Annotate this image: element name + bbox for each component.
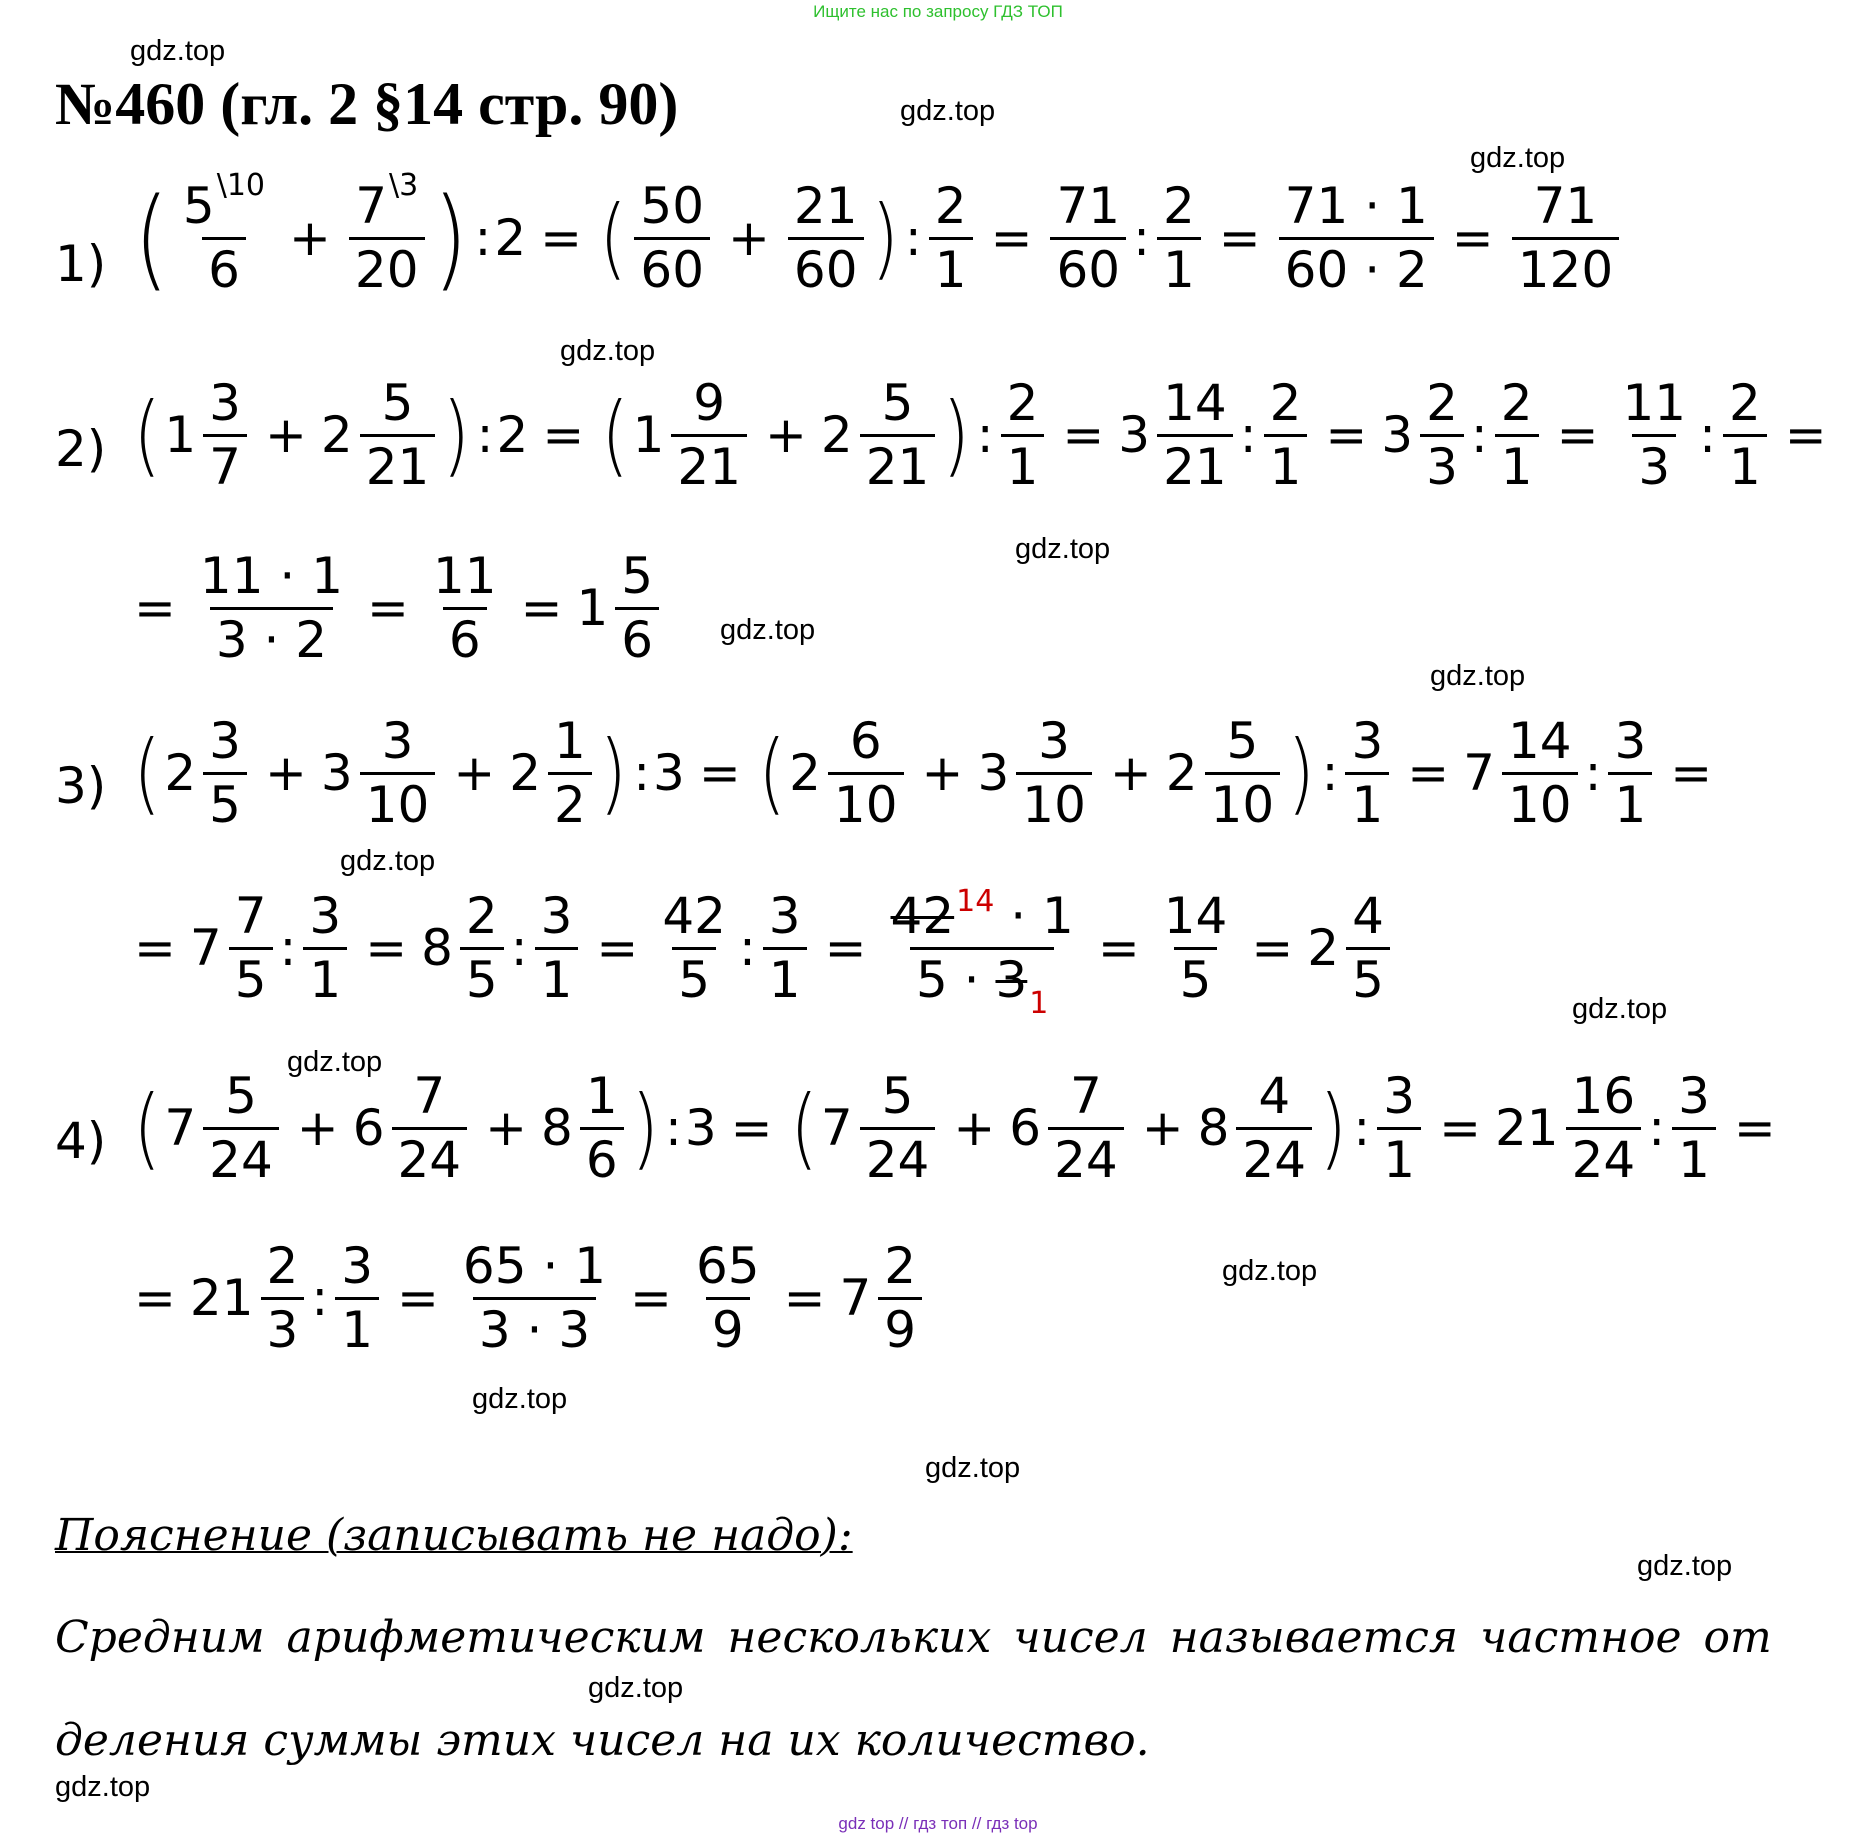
problem-label: 1) — [55, 235, 107, 293]
equation-1: ( $\frac{5^{\backslash 10}}{6}$ + $\frac{7^{\backslash 3}}{20}$ ) : 2 = ( $\frac{50}{60}$ + $\frac{21}{60}$ ) : $\frac{2}{1}$ = $\frac{71}{60}$ : $\frac{2}{1}$ = $\frac{71 \cdot 1}{60 \cdot 2}$ = $\frac{71}{120}$ — [130, 180, 1623, 296]
watermark: gdz.top — [1572, 993, 1668, 1025]
watermark: gdz.top — [588, 1672, 684, 1704]
watermark: gdz.top — [1222, 1255, 1318, 1287]
page-title: №460 (гл. 2 §14 стр. 90) — [55, 71, 679, 137]
watermark: gdz.top — [55, 1771, 151, 1803]
equation-4: ( 7 $\frac{5}{24}$ + 6 $\frac{7}{24}$ + 8 $\frac{1}{6}$ ) : 3 = ( 7 $\frac{5}{24}$ + 6 $\frac{7}{24}$ + 8 $\frac{4}{24}$ ) : $\frac{3}{1}$ = 21 $\frac{16}{24}$ : $\frac{3}{1}$ = — [133, 1067, 1776, 1189]
cancel-denominator: 1 — [1029, 985, 1049, 1021]
scale-mark: \3 — [389, 168, 419, 203]
problem-label: 2) — [55, 420, 107, 478]
watermark: gdz.top — [900, 95, 996, 127]
watermark: gdz.top — [1015, 533, 1111, 565]
equation-3-cont: = 7 $\frac{7}{5}$ : $\frac{3}{1}$ = 8 $\frac{2}{5}$ : $\frac{3}{1}$ = $\frac{42}{5}$ : $\frac{3}{1}$ = $\frac{42^{14} \cdot 1}{5 \cdot 3_1}$ = $\frac{14}{5}$ = 2 $\frac{4}{5}$ — [120, 890, 1394, 1006]
watermark: gdz.top — [1470, 142, 1566, 174]
equation-2: ( 1 $\frac{3}{7}$ + 2 $\frac{5}{21}$ ) : 2 = ( 1 $\frac{9}{21}$ + 2 $\frac{5}{21}$ ) : $\frac{2}{1}$ = 3 $\frac{14}{21}$ : $\frac{2}{1}$ = 3 $\frac{2}{3}$ : $\frac{2}{1}$ = $\frac{11}{3}$ : $\frac{2}{1}$ = — [133, 374, 1827, 496]
watermark: gdz.top — [925, 1452, 1021, 1484]
equation-4-cont: = 21 $\frac{2}{3}$ : $\frac{3}{1}$ = $\frac{65 \cdot 1}{3 \cdot 3}$ = $\frac{65}{9}$ = 7 $\frac{2}{9}$ — [120, 1240, 926, 1356]
footer-links[interactable]: gdz top // гдз топ // гдз top — [838, 1814, 1038, 1833]
problem-label: 3) — [55, 757, 107, 815]
watermark: gdz.top — [1430, 660, 1526, 692]
explanation-line: деления суммы этих чисел на их количество. — [55, 1715, 1150, 1766]
watermark: gdz.top — [472, 1383, 568, 1415]
watermark: gdz.top — [720, 614, 816, 646]
watermark: gdz.top — [287, 1046, 383, 1078]
problem-label: 4) — [55, 1112, 107, 1170]
top-search-link[interactable]: Ищите нас по запросу ГДЗ ТОП — [813, 2, 1063, 21]
cancel-numerator: 14 — [956, 884, 995, 919]
explanation-line: Средним арифметическим нескольких чисел называется частное от — [55, 1612, 1772, 1663]
watermark: gdz.top — [1637, 1550, 1733, 1582]
watermark: gdz.top — [130, 35, 226, 67]
equation-3: ( 2 $\frac{3}{5}$ + 3 $\frac{3}{10}$ + 2 $\frac{1}{2}$ ) : 3 = ( 2 $\frac{6}{10}$ + 3 $\frac{3}{10}$ + 2 $\frac{5}{10}$ ) : $\frac{3}{1}$ = 7 $\frac{14}{10}$ : $\frac{3}{1}$ = — [133, 712, 1713, 834]
watermark: gdz.top — [340, 845, 436, 877]
explanation-title: Пояснение (записывать не надо): — [55, 1510, 853, 1561]
scale-mark: \10 — [216, 168, 266, 203]
watermark: gdz.top — [560, 335, 656, 367]
equation-2-cont: = $\frac{11 \cdot 1}{3 \cdot 2}$ = $\frac{11}{6}$ = 1 $\frac{5}{6}$ — [120, 550, 663, 666]
